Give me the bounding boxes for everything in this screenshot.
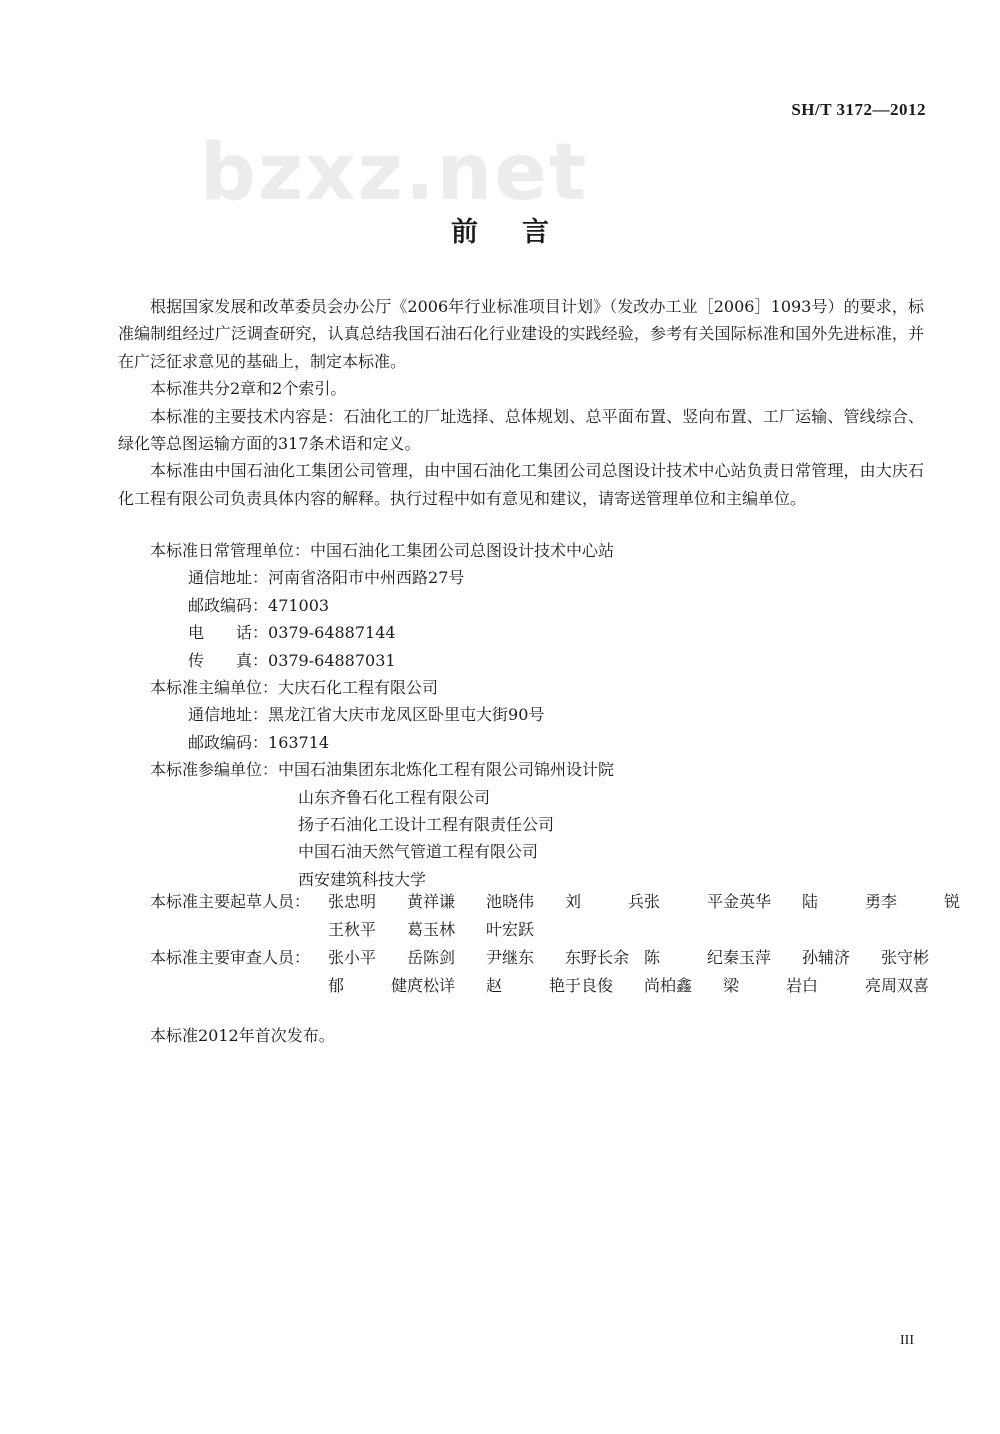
foreword-body (118, 293, 924, 512)
drafters-label: 本标准主要起草人员： (150, 892, 311, 911)
participating-unit: 西安建筑科技大学 (298, 869, 427, 889)
person-name: 秦玉萍 (723, 948, 772, 967)
management-postcode-row (118, 592, 924, 619)
drafters-row-2 (150, 916, 910, 944)
title-char-1: 前 (451, 217, 478, 248)
phone-label: 电 话： (188, 623, 269, 643)
watermark: bzxz.net (200, 128, 589, 218)
person-name: 赵 艳 (486, 976, 565, 995)
person-name: 刘 兵 (565, 892, 644, 911)
person-name: 岳陈剑 (407, 948, 456, 967)
reviewers-row (150, 944, 930, 972)
person-name: 东野长余 (565, 948, 630, 967)
chief-unit-row (118, 674, 924, 701)
reviewer-names (328, 972, 960, 1000)
person-name: 陆 勇 (802, 892, 881, 911)
person-name: 尹继东 (486, 948, 535, 967)
postcode-value: 163714 (268, 732, 330, 752)
postcode-label: 邮政编码： (188, 732, 269, 752)
participating-unit: 扬子石油化工设计工程有限责任公司 (298, 814, 555, 834)
label-spacer (150, 972, 328, 1000)
participating-units-row (118, 756, 924, 783)
address-label: 通信地址： (188, 705, 269, 725)
label-spacer (150, 916, 328, 944)
standard-code: SH/T 3172—2012 (791, 100, 926, 119)
participating-unit: 中国石油集团东北炼化工程有限公司锦州设计院 (278, 760, 615, 780)
paragraph: 本标准由中国石油化工集团公司管理，由中国石油化工集团公司总图设计技术中心站负责日常管理，由大庆石化工程有限公司负责具体内容的解释。执行过程中如有意见和建议，请寄送管理单位和主编单位。 (118, 461, 924, 508)
page-number: III (900, 1333, 914, 1348)
person-name: 陈 纪 (644, 948, 723, 967)
participating-unit: 山东齐鲁石化工程有限公司 (298, 787, 491, 807)
paragraph: 本标准的主要技术内容是：石油化工的厂址选择、总体规划、总平面布置、竖向布置、工厂运输、管线综合、绿化等总图运输方面的317条术语和定义。 (118, 406, 924, 454)
person-name: 李 锐 (881, 892, 960, 911)
participating-unit: 中国石油天然气管道工程有限公司 (298, 842, 539, 862)
person-name: 孙辅济 (802, 948, 851, 967)
paragraph: 本标准共分2章和2个索引。 (150, 379, 347, 399)
release-note: 本标准2012年首次发布。 (150, 1026, 335, 1045)
person-name: 葛玉林 (407, 920, 456, 939)
participating-unit-row (118, 811, 924, 838)
address-value: 河南省洛阳市中州西路27号 (268, 568, 465, 588)
page-title (0, 210, 1000, 249)
participating-units-label: 本标准参编单位： (150, 760, 279, 780)
management-address-row (118, 564, 924, 591)
chief-postcode-row (118, 729, 924, 756)
chief-address-row (118, 701, 924, 728)
postcode-value: 471003 (268, 595, 330, 615)
management-unit-label: 本标准日常管理单位： (150, 541, 311, 560)
person-name: 于良俊 (565, 976, 614, 995)
person-name: 郁 健 (328, 976, 407, 995)
person-name: 黄祥谦 (407, 892, 456, 911)
phone-value: 0379-64887144 (268, 623, 396, 643)
person-name: 庹松详 (407, 976, 456, 995)
paragraph: 根据国家发展和改革委员会办公厅《2006年行业标准项目计划》（发改办工业［2006］1093号）的要求，标准编制组经过广泛调查研究，认真总结我国石油石化行业建设的实践经验，参考有关国际标准和国外先进标准，并在广泛征求意见的基础上，制定本标准。 (118, 297, 924, 371)
postcode-label: 邮政编码： (188, 595, 269, 615)
drafter-names (328, 916, 565, 944)
reviewers-row-2 (150, 972, 930, 1000)
chief-unit-label: 本标准主编单位： (150, 677, 279, 697)
fax-label: 传 真： (188, 650, 269, 670)
management-fax-row (118, 647, 924, 674)
chief-unit-name: 大庆石化工程有限公司 (278, 677, 439, 697)
person-name: 张守彬 (881, 948, 930, 967)
person-name: 张忠明 (328, 892, 377, 911)
address-label: 通信地址： (188, 568, 269, 588)
person-name: 周双喜 (881, 976, 930, 995)
person-name: 金英华 (723, 892, 772, 911)
participating-unit-row (118, 784, 924, 811)
personnel-list (150, 888, 960, 1000)
drafter-names (328, 888, 960, 916)
contact-info (118, 537, 924, 893)
reviewers-label: 本标准主要审查人员： (150, 948, 311, 967)
address-value: 黑龙江省大庆市龙凤区卧里屯大街90号 (268, 705, 545, 725)
management-unit-name: 中国石油化工集团公司总图设计技术中心站 (310, 541, 615, 560)
management-unit-row (118, 537, 924, 564)
title-char-2: 言 (522, 217, 549, 248)
management-phone-row (118, 619, 924, 646)
person-name: 张 平 (644, 892, 723, 911)
participating-unit-row (118, 838, 924, 865)
person-name: 叶宏跃 (486, 920, 535, 939)
person-name: 池晓伟 (486, 892, 535, 911)
person-name: 梁 岩 (723, 976, 802, 995)
person-name: 张小平 (328, 948, 377, 967)
fax-value: 0379-64887031 (268, 650, 396, 670)
reviewer-names (328, 944, 960, 972)
person-name: 王秋平 (328, 920, 377, 939)
person-name: 白 亮 (802, 976, 881, 995)
person-name: 尚柏鑫 (644, 976, 693, 995)
drafters-row (150, 888, 960, 916)
